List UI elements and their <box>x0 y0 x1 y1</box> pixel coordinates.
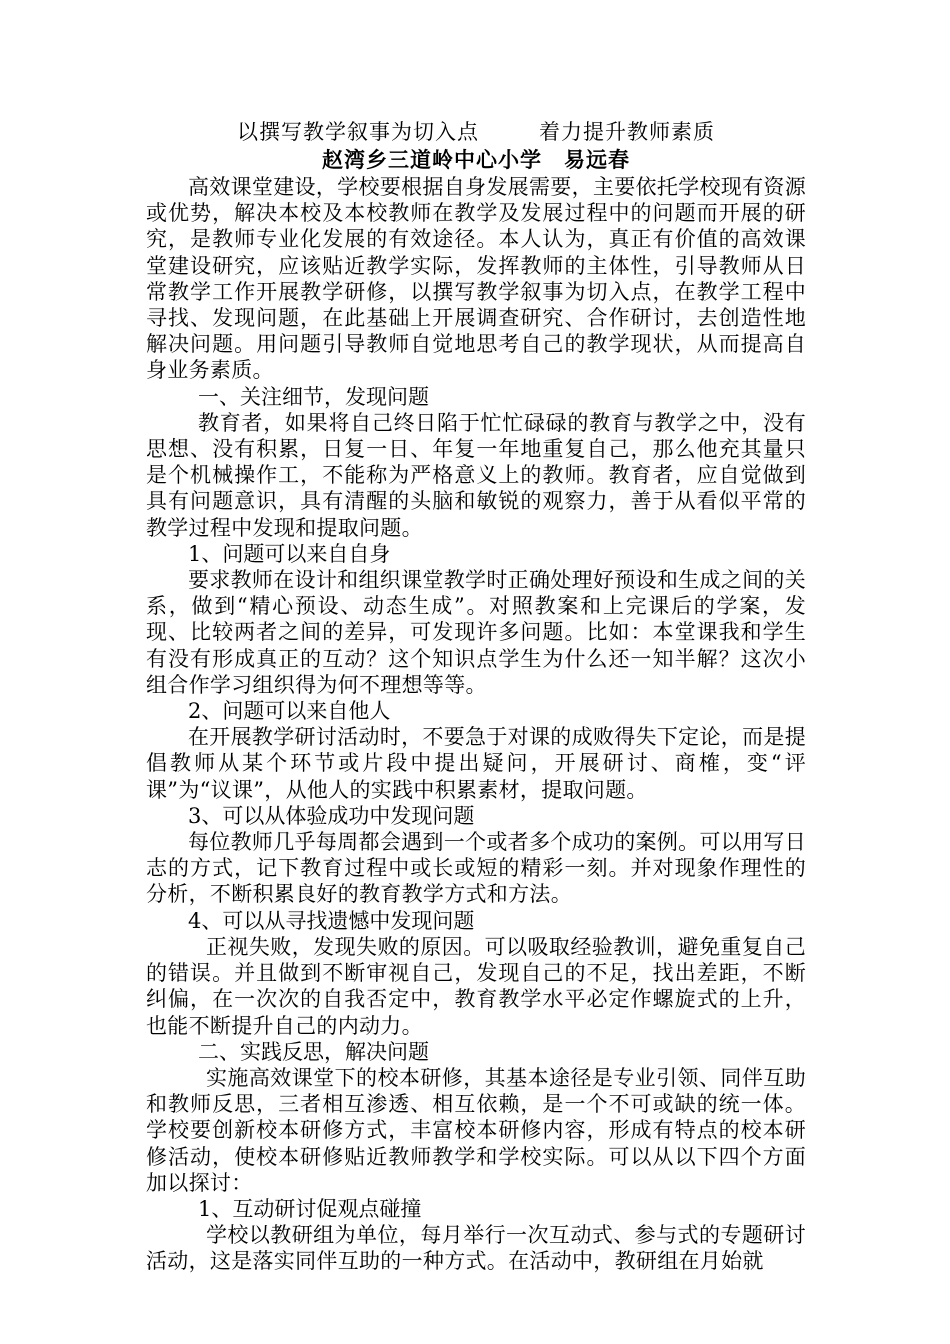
subsection-paragraph: 要求教师在设计和组织课堂教学时正确处理好预设和生成之间的关系，做到“精心预设、动态生成”。对照教案和上完课后的学案，发现、比较两者之间的差异，可发现许多问题。比如：本堂课我和学生有没有形成真正的互动？这个知识点学生为什么还一知半解？这次小组合作学习组织得为何不理想等等。 <box>146 568 806 697</box>
author-line <box>146 146 806 174</box>
document-page <box>146 118 806 1275</box>
intro-paragraph: 高效课堂建设，学校要根据自身发展需要，主要依托学校现有资源或优势，解决本校及本校教师在教学及发展过程中的问题而开展的研究，是教师专业化发展的有效途径。本人认为，真正有价值的高效课堂建设研究，应该贴近教学实际，发挥教师的主体性，引导教师从日常教学工作开展教学研修，以撰写教学叙事为切入点，在教学工程中寻找、发现问题，在此基础上开展调查研究、合作研讨，去创造性地解决问题。用问题引导教师自觉地思考自己的教学现状，从而提高自身业务素质。 <box>146 175 806 383</box>
section-heading: 一、关注细节，发现问题 <box>198 384 429 409</box>
subsection-heading: 4、可以从寻找遗憾中发现问题 <box>188 908 475 933</box>
subsection-heading: 1、问题可以来自自身 <box>188 541 391 566</box>
subsection-heading: 2、问题可以来自他人 <box>188 699 391 724</box>
subsection-paragraph: 在开展教学研讨活动时，不要急于对课的成败得失下定论，而是提倡教师从某个环节或片段中提出疑问，开展研讨、商榷，变“评课”为“议课”，从他人的实践中积累素材，提取问题。 <box>146 725 806 802</box>
section-paragraph: 教育者，如果将自己终日陷于忙忙碌碌的教育与教学之中，没有思想、没有积累，日复一日、年复一年地重复自己，那么他充其量只是个机械操作工，不能称为严格意义上的教师。教育者，应自觉做到具有问题意识，具有清醒的头脑和敏锐的观察力，善于从看似平常的教学过程中发现和提取问题。 <box>146 410 806 540</box>
section-paragraph: 实施高效课堂下的校本研修，其基本途径是专业引领、同伴互助和教师反思，三者相互渗透、相互依赖，是一个不可或缺的统一体。学校要创新校本研修方式，丰富校本研修内容，形成有特点的校本研修活动，使校本研修贴近教师教学和学校实际。可以从以下四个方面加以探讨： <box>146 1065 806 1195</box>
author-name: 易远春 <box>564 147 630 172</box>
subsection-paragraph: 正视失败，发现失败的原因。可以吸取经验教训，避免重复自己的错误。并且做到不断审视自己，发现自己的不足，找出差距，不断纠偏，在一次次的自我否定中，教育教学水平必定作螺旋式的上升，也能不断提升自己的内动力。 <box>146 934 806 1038</box>
subsection-heading: 3、可以从体验成功中发现问题 <box>188 803 475 828</box>
subsection-paragraph: 每位教师几乎每周都会遇到一个或者多个成功的案例。可以用写日志的方式，记下教育过程中或长或短的精彩一刻。并对现象作理性的分析，不断积累良好的教育教学方式和方法。 <box>146 830 806 907</box>
author-school: 赵湾乡三道岭中心小学 <box>322 147 542 172</box>
title-right: 着力提升教师素质 <box>539 120 715 144</box>
document-title <box>146 118 806 146</box>
title-left: 以撰写教学叙事为切入点 <box>237 120 479 144</box>
subsection-paragraph: 学校以教研组为单位，每月举行一次互动式、参与式的专题研讨活动，这是落实同伴互助的一种方式。在活动中，教研组在月始就 <box>146 1223 806 1274</box>
section-heading: 二、实践反思，解决问题 <box>198 1039 429 1064</box>
subsection-heading: 1、互动研讨促观点碰撞 <box>198 1196 422 1221</box>
